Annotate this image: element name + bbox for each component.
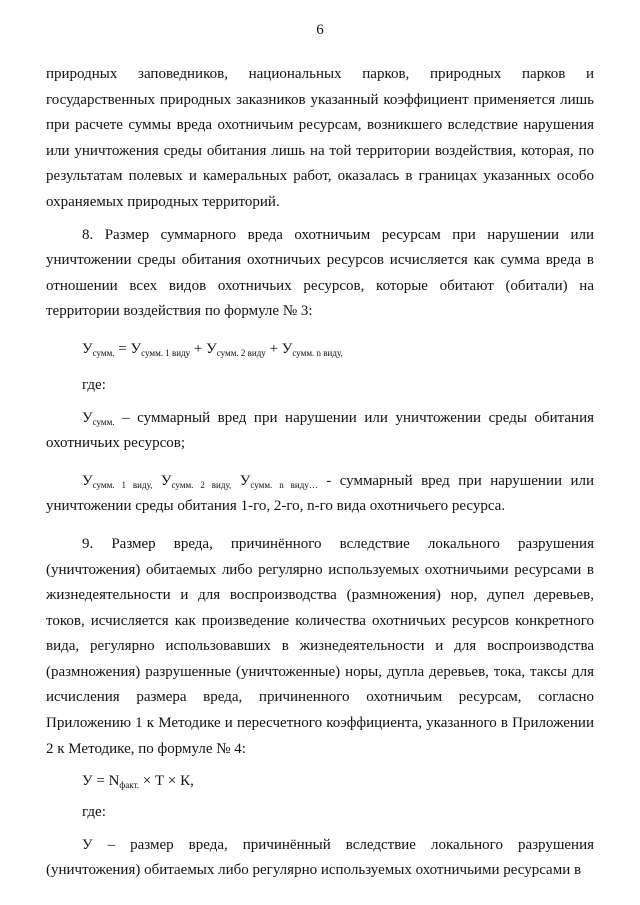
where-label-2: где:	[82, 804, 106, 821]
paragraph-continued: природных заповедников, национальных парков, природных парков и государственных природных заказников указанный коэффициент применяется лишь при расчете суммы вреда охотничьим ресурсам, возникшего вследствие нарушения или уничтожения среды обитания лишь на той территории воздействия, которая, по результатам полевых и камеральных работ, оказалась в границах указанных особо охраняемых природных территорий.	[46, 66, 594, 210]
definition-local-harm: У – размер вреда, причинённый вследствие локального разрушения (уничтожения) обитаемых либо регулярно используемых охотничьими ресурсами в	[46, 836, 594, 879]
definition-total-harm: $У_{сумм.}$ – суммарный вред при нарушении или уничтожении среды обитания охотничьих ресурсов;	[46, 409, 594, 452]
paragraph-8: 8. Размер суммарного вреда охотничьим ресурсам при нарушении или уничтожении среды обитания охотничьих ресурсов исчисляется как сумма вреда в отношении всех видов охотничьих ресурсов, которые обитают (обитали) на территории воздействия по формуле № 3:	[46, 226, 594, 320]
definition-species-harm: $У_{сумм. 1 виду,}$ $У_{сумм. 2 виду,}$ $У_{сумм. n виду\dots}$ - суммарный вред при нарушении или уничтожении среды обитания 1-го, 2-го, n-го вида охотничьего ресурса.	[46, 472, 594, 515]
where-label-1: где:	[82, 376, 106, 393]
page-number: 6	[316, 22, 324, 38]
formula-3: $У_{сумм.} = У_{сумм. 1 виду} + У_{сумм. 2 виду} + У_{сумм. n виду,}$	[82, 340, 343, 358]
paragraph-9: 9. Размер вреда, причинённого вследствие локального разрушения (уничтожения) обитаемых либо регулярно используемых охотничьими ресурсами в жизнедеятельности и для воспроизводства (размножения) нор, дупел деревьев, токов, исчисляется как произведение количества охотничьих ресурсов конкретного вида, регулярно использовавших в жизнедеятельности и для воспроизводства (размножения) разрушенные (уничтоженные) норы, дупла деревьев, тока, таксы для исчисления размера вреда, причиненного охотничьим ресурсам, согласно Приложению 1 к Методике и пересчетного коэффициента, указанного в Приложении 2 к Методике, по формуле № 4:	[46, 535, 594, 757]
formula-4: $У = N_{факт.} \times Т \times К$,	[82, 773, 194, 791]
document-body	[46, 62, 594, 884]
